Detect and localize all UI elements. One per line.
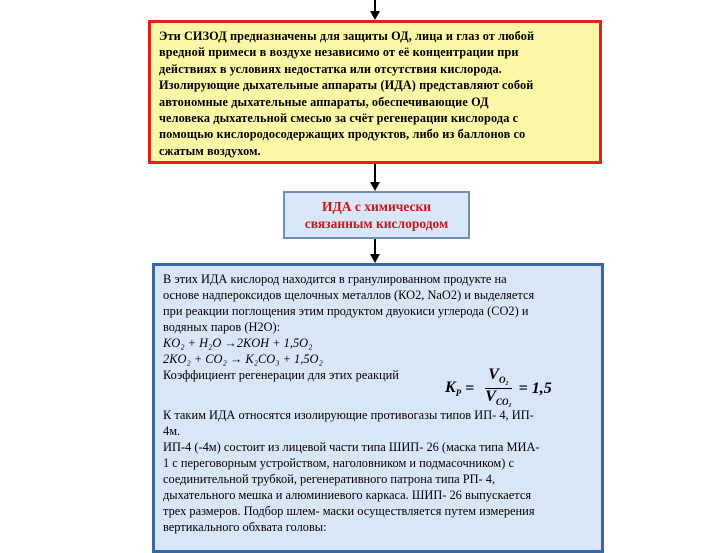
- connector-line-2: [374, 239, 376, 255]
- box1-line: вредной примеси в воздухе независимо от её концентрации при: [159, 45, 519, 60]
- box1-line: действиях в условиях недостатка или отсутствия кислорода.: [159, 61, 502, 76]
- reaction-2: 2KO₂ + CO₂ → K₂CO₃ + 1,5O₂: [163, 352, 323, 366]
- box2-title-line2: связанным кислородом: [304, 216, 449, 231]
- ida-description-box: [152, 263, 604, 553]
- box3-tail-line: вертикального обхвата головы:: [163, 520, 327, 534]
- box1-line: помощью кислородосодержащих продуктов, либо из баллонов со: [159, 127, 526, 142]
- box3-tail-line: 1 с переговорным устройством, наголовником и подмасочником) с: [163, 456, 514, 470]
- arrow-head-2: [370, 254, 380, 263]
- arrow-head-1: [370, 182, 380, 191]
- box3-tail-line: трех размеров. Подбор шлем- маски осуществляется путем измерения: [163, 504, 535, 518]
- box3-intro-line: основе надпероксидов щелочных металлов (КО2, NaO2) и выделяется: [163, 288, 535, 302]
- box1-line: автономные дыхательные аппараты, обеспечивающие ОД: [159, 94, 489, 109]
- connector-line-1: [374, 164, 376, 182]
- box3-tail-line: дыхательного мешка и алюминиевого каркаса. ШИП- 26 выпускается: [163, 488, 532, 502]
- box1-line: человека дыхательной смесью за счёт регенерации кислорода с: [159, 111, 519, 126]
- reaction-1: KO₂ + H₂O →2KOH + 1,5O₂: [163, 336, 313, 350]
- box3-tail-line: 4м.: [163, 424, 181, 438]
- box3-tail-line: соединительной трубкой, регенеративного патрона типа РП- 4,: [163, 472, 496, 486]
- box3-tail-line: ИП-4 (-4м) состоит из лицевой части типа ШИП- 26 (маска типа МИА-: [163, 440, 540, 454]
- formula-lhs: $K_P$: [445, 379, 462, 399]
- box1-line: Изолирующие дыхательные аппараты (ИДА) представляют собой: [159, 78, 534, 93]
- box3-intro-line: водяных паров (Н2О):: [163, 320, 281, 334]
- box1-line: Эти СИЗОД предназначены для защиты ОД, лица и глаз от любой: [159, 29, 535, 43]
- regeneration-coefficient-label: Коэффициент регенерации для этих реакций: [163, 368, 399, 382]
- box2-title-line1: ИДА с химически: [321, 199, 432, 214]
- box3-intro-line: В этих ИДА кислород находится в гранулированном продукте на: [163, 272, 507, 286]
- ida-chemical-oxygen-box: [283, 191, 470, 239]
- sizod-definition-box: [148, 20, 602, 164]
- formula-denominator: $V_{CO_2}$: [485, 388, 512, 408]
- box3-intro-line: при реакции поглощения этим продуктом двуокиси углерода (СО2) и: [163, 304, 529, 318]
- box1-line: сжатым воздухом.: [159, 143, 261, 158]
- top-arrow-head: [370, 11, 380, 20]
- formula-fraction: [482, 367, 514, 410]
- regeneration-coefficient-formula: $K_P$ = $\frac{V_{O_2}}{V_{CO_2}}$ = 1,5: [445, 367, 552, 410]
- formula-value: = 1,5: [518, 379, 552, 397]
- box3-tail-line: К таким ИДА относятся изолирующие противогазы типов ИП- 4, ИП-: [163, 408, 534, 422]
- formula-numerator: $V_{O_2}$: [485, 367, 511, 389]
